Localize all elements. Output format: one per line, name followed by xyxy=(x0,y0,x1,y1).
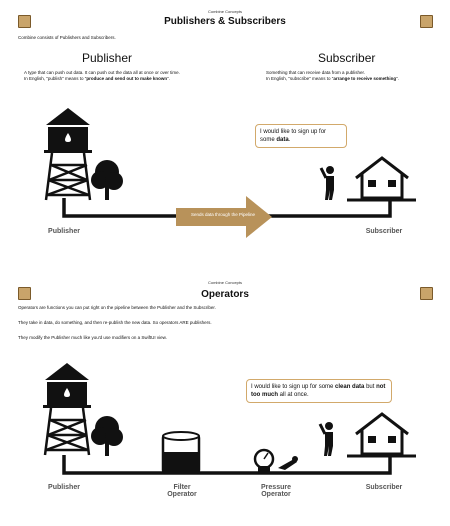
person-icon xyxy=(320,422,333,456)
operators-line3: They modify the Publisher much like you'd use modifiers on a SwiftUI view. xyxy=(18,335,167,340)
page-title: Operators xyxy=(201,289,249,300)
filter-operator-caption: Filter Operator xyxy=(167,484,197,498)
subscriber-caption: Subscriber xyxy=(365,228,403,235)
intro-text: Combine consists of Publishers and Subscribers. xyxy=(18,35,116,40)
publisher-heading: Publisher xyxy=(82,51,133,65)
house-icon xyxy=(347,158,416,200)
publisher-desc-line2: In English, "publish" means to "produce and send out to make known". xyxy=(24,76,170,81)
subscriber-desc-line1: Something that can receive data from a publisher. xyxy=(266,70,366,75)
operators-line1: Operators are functions you can put right on the pipeline between the Publisher and the Subscriber. xyxy=(18,305,216,310)
filter-tank-icon xyxy=(163,432,199,473)
publisher-desc-line1: A type that can push out data. It can push out the data all at once or over time. xyxy=(24,70,180,75)
kicker: Combine Concepts xyxy=(207,9,243,14)
publisher-caption: Publisher xyxy=(48,484,80,491)
kicker: Combine Concepts xyxy=(207,280,243,285)
publisher-caption: Publisher xyxy=(48,228,80,235)
tree-icon xyxy=(91,160,123,200)
tree-icon xyxy=(91,416,123,456)
subscriber-speech-bubble: I would like to sign up for some data. xyxy=(255,124,347,148)
pressure-gauge-icon xyxy=(255,450,298,472)
pressure-operator-caption: Pressure Operator xyxy=(261,484,291,498)
operators-line2: They take in data, do something, and then re-publish the new data. So operators ARE publishers. xyxy=(18,320,212,325)
house-icon xyxy=(347,414,416,456)
pipeline-label: Sends data through the Pipeline xyxy=(190,212,256,217)
subscriber-caption: Subscriber xyxy=(365,484,403,491)
subscriber-desc-line2: In English, "subscribe" means to "arrange to receive something". xyxy=(266,76,399,81)
person-icon xyxy=(321,166,334,200)
subscriber-heading: Subscriber xyxy=(318,51,376,65)
pipeline-2 xyxy=(64,455,390,473)
water-tower-icon xyxy=(43,363,91,455)
subscriber-speech-bubble: I would like to sign up for some clean data but not too much all at once. xyxy=(246,379,392,403)
water-tower-icon xyxy=(44,108,92,200)
page-title: Publishers & Subscribers xyxy=(164,16,286,27)
arrow-icon xyxy=(176,196,272,238)
